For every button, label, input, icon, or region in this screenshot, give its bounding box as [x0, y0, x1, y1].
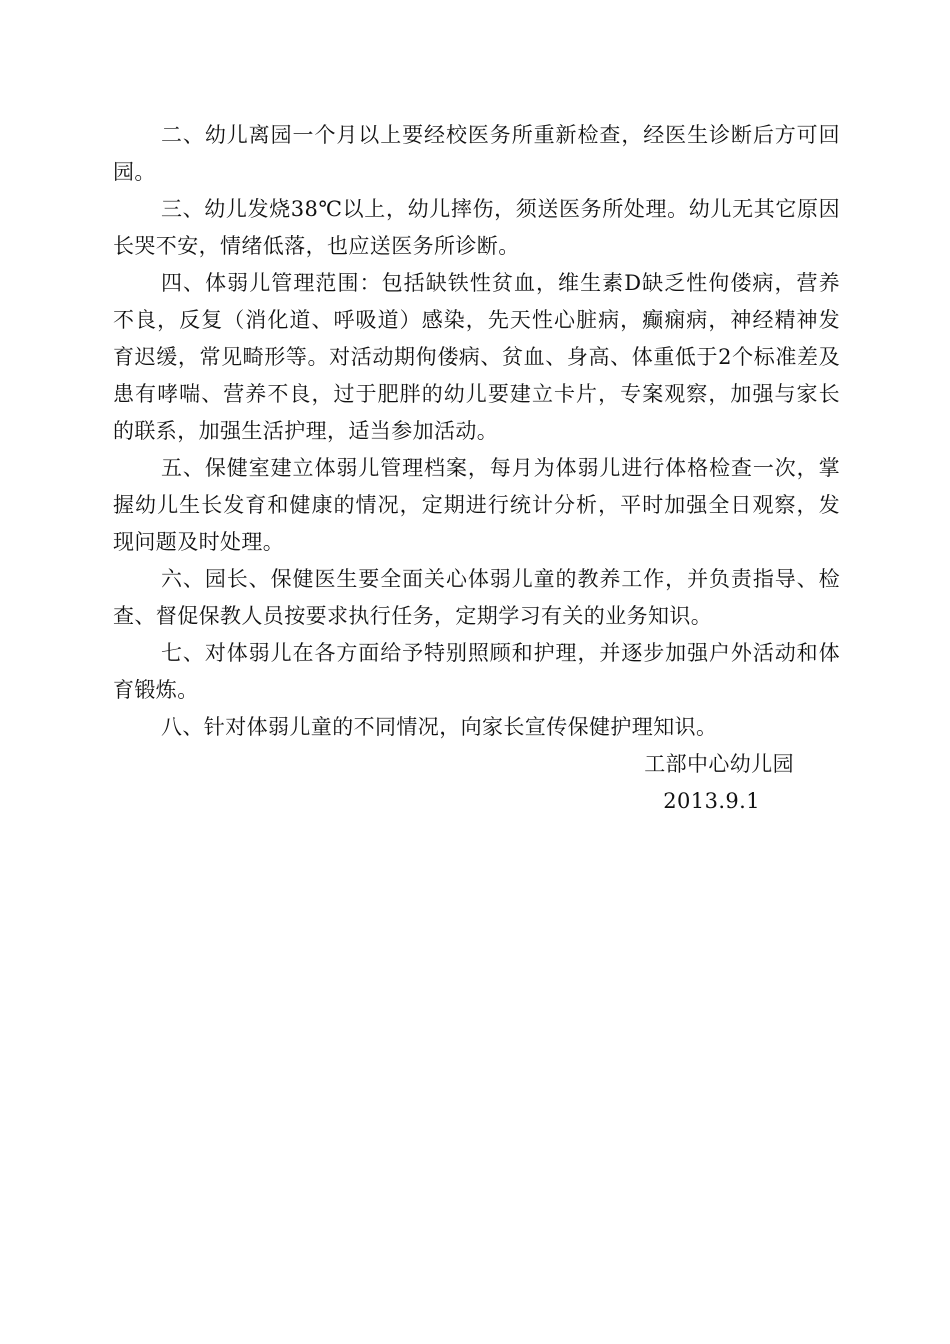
paragraph-7: 七、对体弱儿在各方面给予特别照顾和护理，并逐步加强户外活动和体育锻炼。: [113, 641, 840, 702]
paragraph-2: 二、幼儿离园一个月以上要经校医务所重新检查，经医生诊断后方可回园。: [113, 123, 840, 184]
paragraph-3: 三、幼儿发烧38℃以上，幼儿摔伤，须送医务所处理。幼儿无其它原因长哭不安，情绪低落，也应送医务所诊断。: [113, 197, 840, 258]
paragraph-8: 八、针对体弱儿童的不同情况，向家长宣传保健护理知识。: [161, 715, 718, 739]
document-body: [113, 117, 840, 820]
paragraph-6: 六、园长、保健医生要全面关心体弱儿童的教养工作，并负责指导、检查、督促保教人员按要求执行任务，定期学习有关的业务知识。: [113, 567, 840, 628]
paragraph-4: 四、体弱儿管理范围：包括缺铁性贫血，维生素D缺乏性佝偻病，营养不良，反复（消化道、呼吸道）感染，先天性心脏病，癫痫病，神经精神发育迟缓，常见畸形等。对活动期佝偻病、贫血、身高、体重低于2个标准差及患有哮喘、营养不良，过于肥胖的幼儿要建立卡片，专案观察，加强与家长的联系，加强生活护理，适当参加活动。: [113, 271, 840, 443]
document-date: 2013.9.1: [663, 789, 760, 813]
signature: 工部中心幼儿园: [644, 752, 794, 776]
paragraph-5: 五、保健室建立体弱儿管理档案，每月为体弱儿进行体格检查一次，掌握幼儿生长发育和健康的情况，定期进行统计分析，平时加强全日观察，发现问题及时处理。: [113, 456, 840, 554]
